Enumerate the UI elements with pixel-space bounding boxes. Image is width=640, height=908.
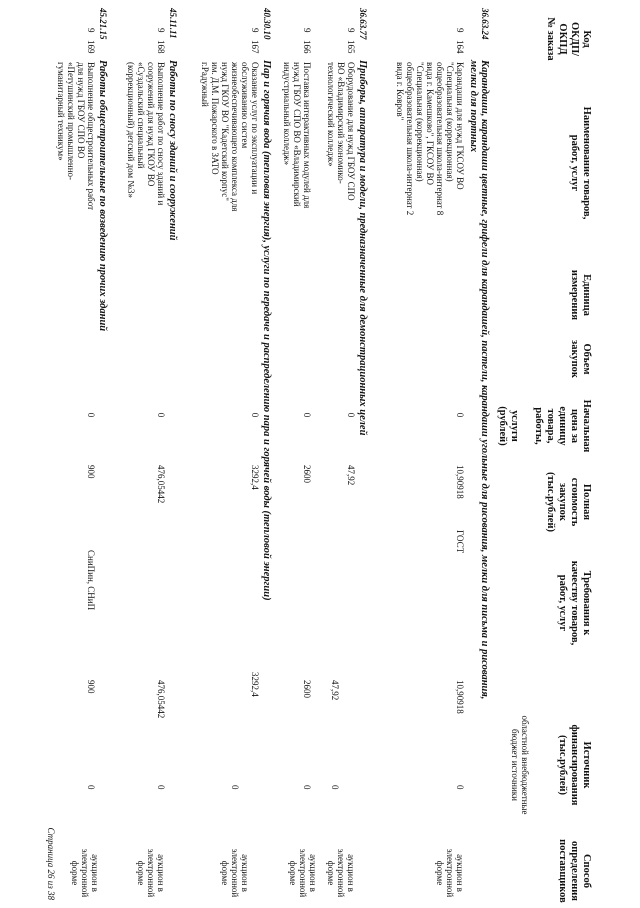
category-title: Работы по сносу зданий и сооружений <box>167 60 178 241</box>
row-total: 476,05442 <box>156 465 166 504</box>
row-extra: 0 <box>156 785 166 790</box>
row-name: Оборудование для нужд ГБОУ СПО ВО «Владимирский экономико- технологический колледж» <box>326 62 356 201</box>
row-name: Оказание услуг по эксплуатации и обслуживанию систем жизнеобеспечивающего комплекса для нужд ГКОУ ВО "Кадетский корпус" им. Д.М. Пожарского в ЗАТО г.Радужный <box>200 62 260 212</box>
category-code: 36.63.24 <box>480 8 490 40</box>
row-extra: 0 <box>302 785 312 790</box>
row-price: 0 <box>156 412 166 418</box>
header-unit: Единица измерения <box>569 269 592 321</box>
row-method: аукцион в электронной форме <box>326 848 356 898</box>
header-total-cost: Полная стоимость закупок (тыс.рублей) <box>545 471 592 533</box>
header-name: Наименование товаров, работ, услуг <box>569 106 592 220</box>
row-order: 164 <box>455 40 465 54</box>
row-regional: 3292,4 <box>250 672 260 697</box>
header-code: Код ОКДП/ ОКПД № заказа <box>545 17 592 61</box>
row-price: 0 <box>86 412 96 418</box>
category-code: 45.21.15 <box>98 8 108 40</box>
category-title: Пар и горячая вода (тепловая энергия), услуги по передаче и распределению пара и горячей воды (тепловой энергии) <box>261 60 272 601</box>
page-number: Страница 26 из 38 <box>46 827 56 900</box>
row-method: аукцион в электронной форме <box>136 848 166 898</box>
row-regional: 47,92 <box>330 680 340 701</box>
row-num: 9 <box>302 28 312 33</box>
row-num: 9 <box>455 28 465 33</box>
row-requirements: СниПин, СНиП <box>86 550 96 611</box>
row-method: аукцион в электронной форме <box>70 848 100 898</box>
category-code: 40.30.10 <box>262 8 272 40</box>
row-num: 9 <box>346 28 356 33</box>
header-method: Способ определения поставщиков <box>557 839 592 903</box>
row-num: 9 <box>86 28 96 33</box>
header-initial-price: Начальная цена за единицу товара, работы, услуги (рублей) <box>497 399 592 453</box>
header-volume: Объем закупок <box>569 340 592 378</box>
row-regional: 900 <box>86 680 96 694</box>
category-title: Приборы, аппаратура и модели, предназначенные для демонстрационных целей <box>357 60 368 436</box>
row-regional: 476,05442 <box>156 680 166 719</box>
row-requirements: ГОСТ <box>455 530 465 554</box>
row-method: аукцион в электронной форме <box>288 848 318 898</box>
row-total: 2600 <box>302 465 312 483</box>
header-funding: Источник финансирования (тыс.рублей) <box>557 724 592 806</box>
row-price: 0 <box>455 412 465 418</box>
category-title: Карандаши, карандаши цветные, грифели для карандашей, пастели, карандаши угольные для рисования, мелки для письма и рисования, мелки для портных <box>468 60 490 700</box>
row-extra: 0 <box>86 785 96 790</box>
header-funding-sub: областной внебюджетные бюджет источники <box>510 715 530 815</box>
row-total: 3292,4 <box>250 465 260 490</box>
row-regional: 10,90918 <box>455 680 465 714</box>
row-num: 9 <box>156 28 166 33</box>
category-code: 36.63.77 <box>358 8 368 40</box>
category-code: 45.11.11 <box>168 8 178 39</box>
row-method: аукцион в электронной форме <box>220 848 250 898</box>
row-price: 0 <box>250 412 260 418</box>
row-order: 166 <box>302 40 312 54</box>
row-extra: 0 <box>230 785 240 790</box>
row-order: 168 <box>156 40 166 54</box>
row-extra: 0 <box>455 785 465 790</box>
row-total: 47,92 <box>346 465 356 486</box>
row-regional: 2600 <box>302 680 312 698</box>
row-extra: 0 <box>330 785 340 790</box>
row-name: Выполнение работ по сносу зданий и сооружений для нужд ГКОУ ВО «Суздальский специальный (коррекционный) детский дом №3» <box>126 62 166 206</box>
row-name: Карандаши для нужд ГКСОУ ВО "Специальная (коррекционная) общеобразовательная школа-интернат 8 вида г. Камешково", ГКСОУ ВО "Специальная (коррекционная) общеобразовательная школа-интернат 2 вида г. Ковров" <box>395 62 465 216</box>
row-num: 9 <box>250 28 260 33</box>
row-price: 0 <box>346 412 356 418</box>
row-price: 0 <box>302 412 312 418</box>
row-order: 167 <box>250 40 260 54</box>
row-method: аукцион в электронной форме <box>435 848 465 898</box>
header-requirements: Требования к качеству товаров, работ, услуг <box>557 560 592 646</box>
category-title: Работы общестроительные по возведению прочих зданий <box>97 60 108 332</box>
row-total: 10,90918 <box>455 465 465 499</box>
row-name: Поставка интерактивных модулей для нужд ГБОУ СПО ВО «Владимирский индустриальный колледж» <box>282 62 312 209</box>
row-order: 165 <box>346 40 356 54</box>
row-order: 169 <box>86 40 96 54</box>
row-total: 900 <box>86 465 96 479</box>
row-name: Выполнение общестроительных работ для нужд ГБОУ СПО ВО «Петушинский промышленно- гуманитарный техникум» <box>56 62 96 211</box>
